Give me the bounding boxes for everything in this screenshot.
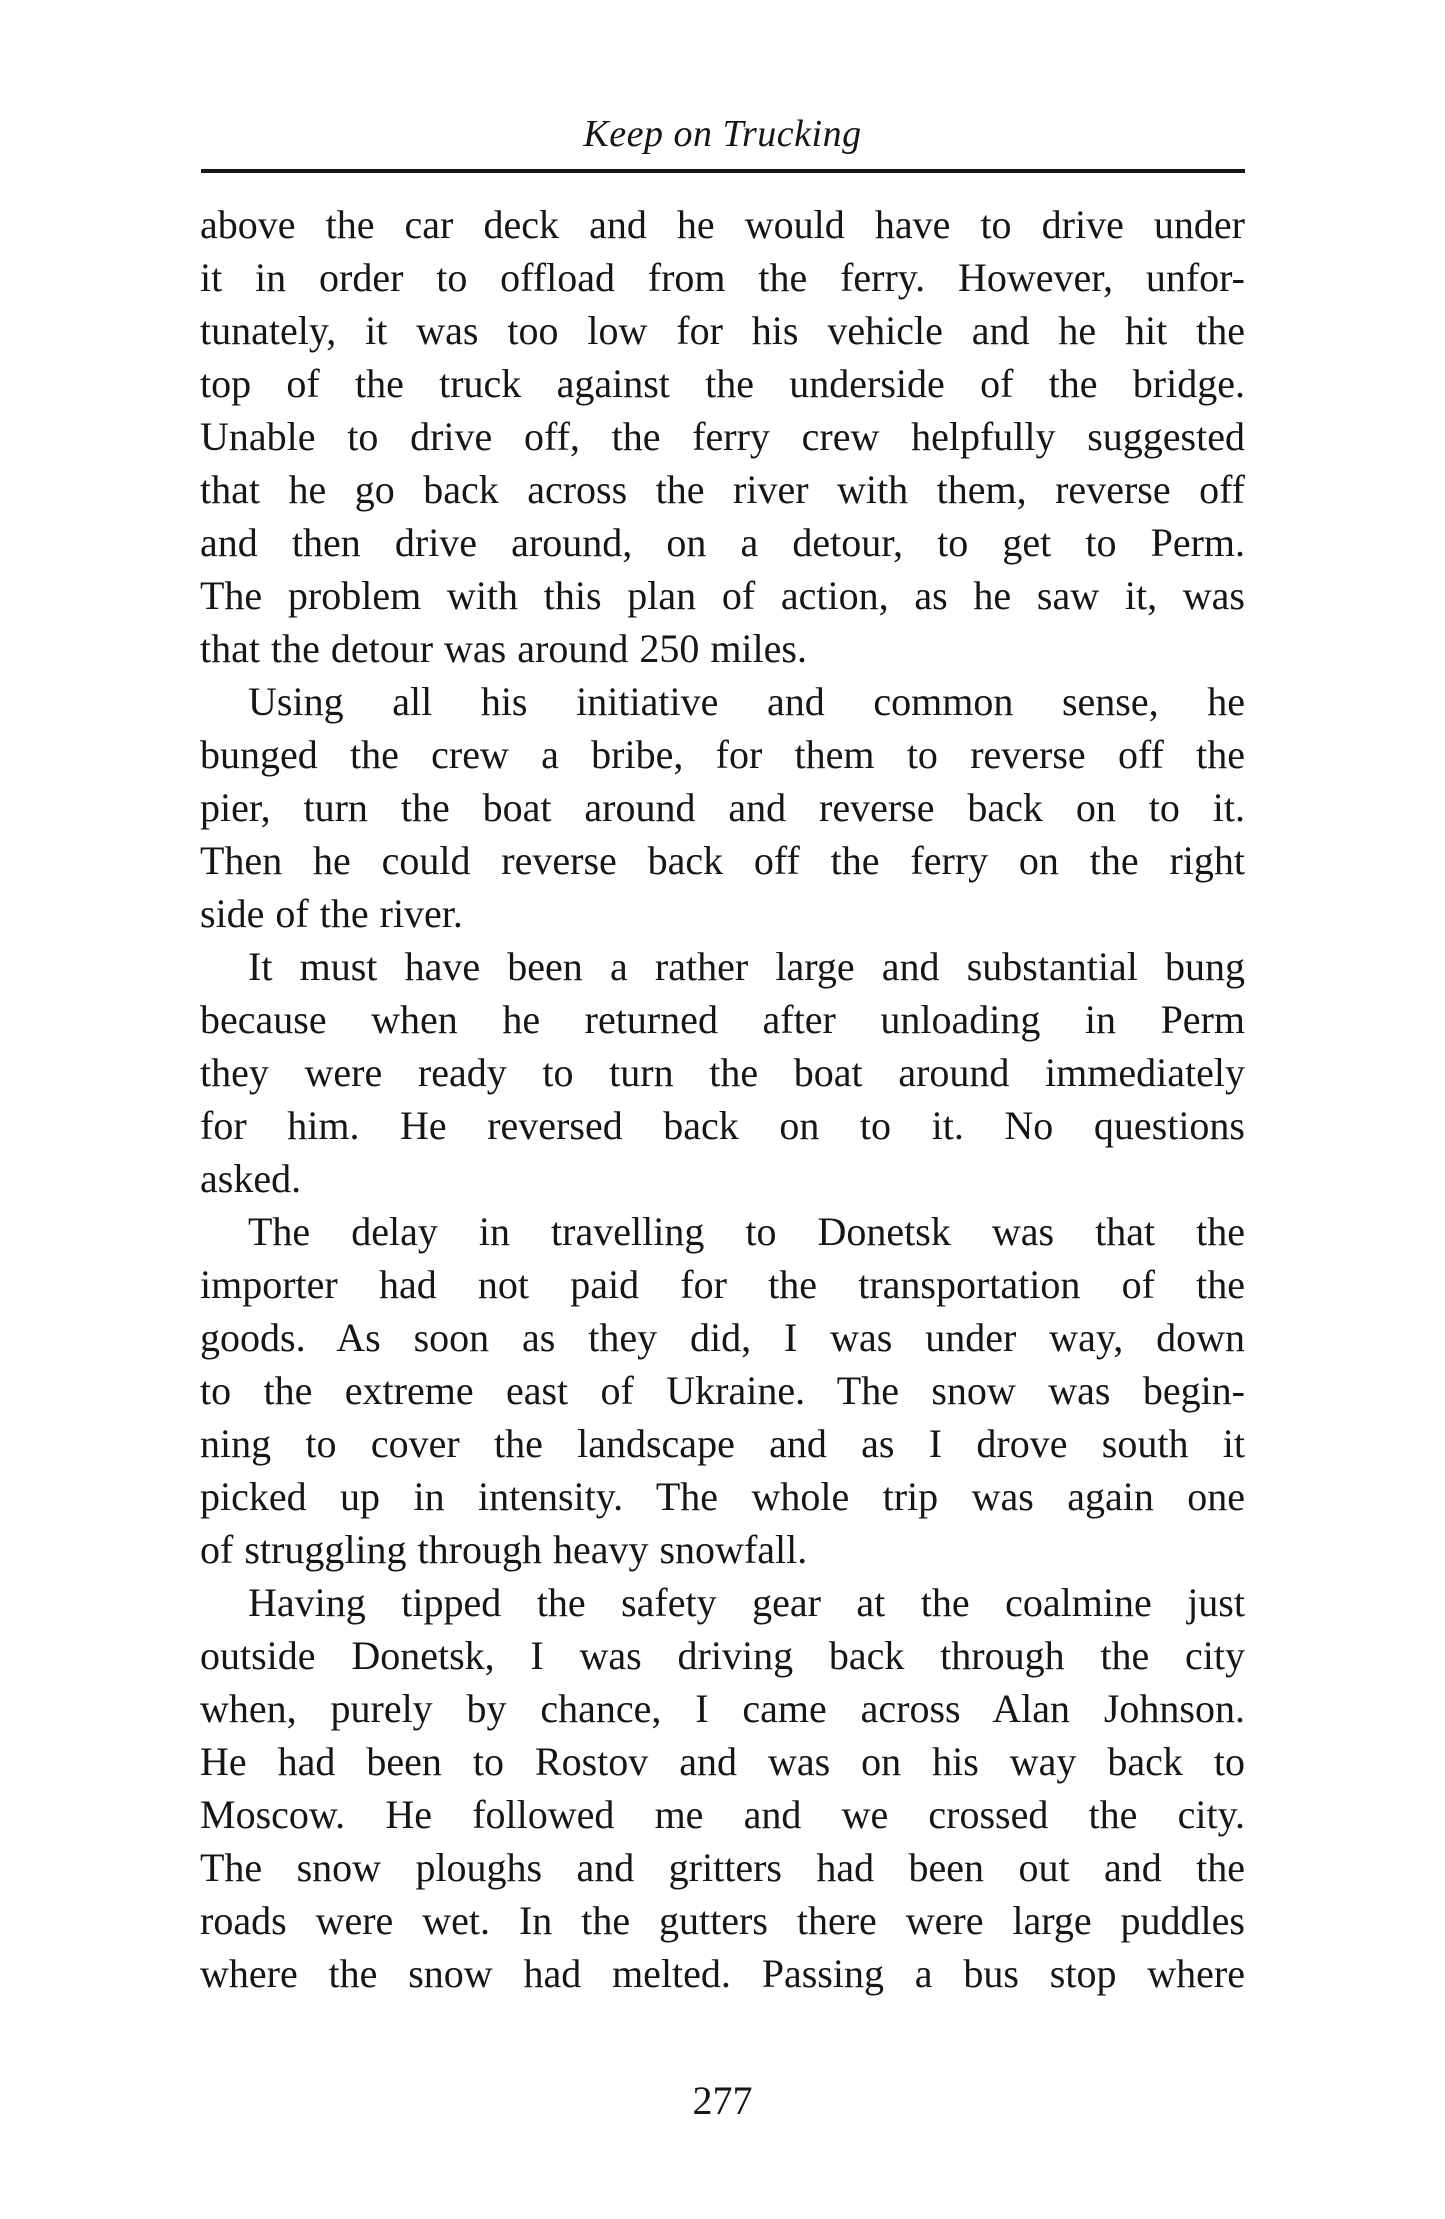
text-line: that the detour was around 250 miles. [200,626,807,671]
page-body [200,198,1245,2000]
text-line: picked up in intensity. The whole trip was again one [200,1474,1245,1519]
text-line: Moscow. He followed me and we crossed the city. [200,1792,1245,1837]
text-line: Unable to drive off, the ferry crew helpfully suggested [200,414,1245,459]
text-line: side of the river. [200,891,463,936]
text-line: tunately, it was too low for his vehicle and he hit the [200,308,1245,353]
running-head: Keep on Trucking [583,113,862,155]
text-line: It must have been a rather large and substantial bung [248,944,1245,989]
page-number: 277 [692,2078,753,2123]
text-line: The snow ploughs and gritters had been out and the [200,1845,1245,1890]
text-line: of struggling through heavy snowfall. [200,1527,808,1572]
text-line: goods. As soon as they did, I was under way, down [200,1315,1245,1360]
text-line: they were ready to turn the boat around immediately [200,1050,1245,1095]
text-line: and then drive around, on a detour, to get to Perm. [200,520,1245,565]
header-rule [201,169,1245,173]
text-line: Having tipped the safety gear at the coalmine just [248,1580,1245,1625]
text-line: for him. He reversed back on to it. No questions [200,1103,1245,1148]
text-line: bunged the crew a bribe, for them to reverse off the [200,732,1245,777]
text-line: Then he could reverse back off the ferry on the right [200,838,1245,883]
text-line: top of the truck against the underside of the bridge. [200,361,1245,406]
text-line: importer had not paid for the transportation of the [200,1262,1245,1307]
text-line: asked. [200,1156,302,1201]
text-line: The delay in travelling to Donetsk was that the [248,1209,1245,1254]
text-line: Using all his initiative and common sense, he [248,679,1245,724]
text-line: because when he returned after unloading in Perm [200,997,1245,1042]
text-line: to the extreme east of Ukraine. The snow was begin- [200,1368,1245,1413]
text-line: that he go back across the river with them, reverse off [200,467,1245,512]
text-line: where the snow had melted. Passing a bus stop where [200,1951,1245,1996]
text-line: He had been to Rostov and was on his way back to [200,1739,1245,1784]
text-line: roads were wet. In the gutters there were large puddles [200,1898,1245,1943]
text-line: ning to cover the landscape and as I drove south it [200,1421,1245,1466]
text-line: pier, turn the boat around and reverse back on to it. [200,785,1245,830]
text-line: it in order to offload from the ferry. However, unfor- [200,255,1245,300]
text-line: The problem with this plan of action, as he saw it, was [200,573,1245,618]
text-line: when, purely by chance, I came across Alan Johnson. [200,1686,1245,1731]
text-line: above the car deck and he would have to drive under [200,202,1245,247]
text-line: outside Donetsk, I was driving back through the city [200,1633,1245,1678]
